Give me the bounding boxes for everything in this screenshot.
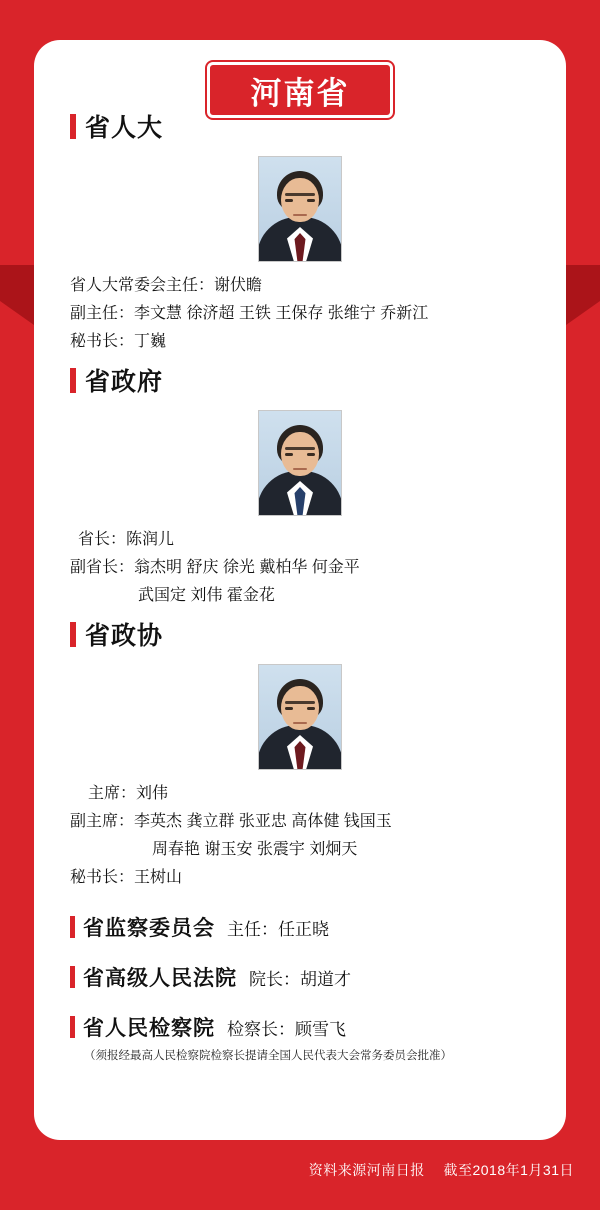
- section-title: 省高级人民法院: [83, 967, 237, 990]
- line-item: 省人大常委会主任：谢伏瞻: [70, 277, 263, 294]
- portrait-container: [70, 410, 530, 516]
- section-header-provincial-government: [70, 362, 530, 398]
- accent-bar-icon: [70, 114, 76, 139]
- section-title: 省政府: [85, 368, 164, 396]
- card-content: [34, 40, 566, 1063]
- section-value: 院长：胡道才: [249, 969, 351, 989]
- portrait-image: [258, 410, 342, 516]
- line-item: 省长：陈润儿: [78, 531, 175, 548]
- section-value: 检察长：顾雪飞: [227, 1019, 346, 1039]
- section-value: 主任：任正晓: [227, 919, 329, 939]
- mouth-shape: [293, 468, 307, 470]
- footnote: （须报经最高人民检察院检察长提请全国人民代表大会常务委员会批准）: [84, 1050, 452, 1062]
- eyes-shape: [285, 453, 315, 456]
- section-lines-provincial-cppcc: [70, 780, 530, 892]
- line-item-continuation: 武国定 刘伟 霍金花: [138, 587, 275, 604]
- accent-bar-icon: [70, 916, 75, 938]
- decorative-wedge-left: [0, 265, 34, 325]
- footer: [309, 1160, 574, 1180]
- footer-date: 截至2018年1月31日: [443, 1162, 574, 1178]
- line-item: 秘书长：丁巍: [70, 333, 167, 350]
- line-item: 秘书长：王树山: [70, 869, 183, 886]
- accent-bar-icon: [70, 1016, 75, 1038]
- eyes-shape: [285, 707, 315, 710]
- line-item: 副省长：翁杰明 舒庆 徐光 戴柏华 何金平: [70, 559, 360, 576]
- line-item: 副主席：李英杰 龚立群 张亚忠 高体健 钱国玉: [70, 813, 392, 830]
- accent-bar-icon: [70, 966, 75, 988]
- brows-shape: [285, 701, 315, 704]
- section-title: 省人大: [85, 114, 164, 142]
- eyes-shape: [285, 199, 315, 202]
- decorative-wedge-right: [566, 265, 600, 325]
- footer-source: 资料来源河南日报: [308, 1162, 425, 1178]
- mouth-shape: [293, 722, 307, 724]
- portrait-image: [258, 156, 342, 262]
- brows-shape: [285, 193, 315, 196]
- accent-bar-icon: [70, 368, 76, 393]
- section-title: 省监察委员会: [83, 917, 215, 940]
- brows-shape: [285, 447, 315, 450]
- section-title: 省政协: [85, 622, 164, 650]
- portrait-image: [258, 664, 342, 770]
- title-banner: [207, 62, 393, 118]
- section-header-provincial-cppcc: [70, 616, 530, 652]
- portrait-container: [70, 664, 530, 770]
- info-card: [34, 40, 566, 1140]
- line-item: 主席：刘伟: [88, 785, 169, 802]
- accent-bar-icon: [70, 622, 76, 647]
- section-lines-provincial-government: [70, 526, 530, 610]
- section-supervisory-commission: [70, 912, 530, 942]
- section-lines-provincial-people-congress: [70, 272, 530, 356]
- line-item-continuation: 周春艳 谢玉安 张震宇 刘炯天: [152, 841, 358, 858]
- line-item: 副主任：李文慧 徐济超 王铁 王保存 张维宁 乔新江: [70, 305, 429, 322]
- section-high-peoples-court: [70, 962, 530, 992]
- mouth-shape: [293, 214, 307, 216]
- page-title: 河南省: [250, 75, 350, 111]
- portrait-container: [70, 156, 530, 262]
- section-peoples-procuratorate: [70, 1012, 530, 1042]
- section-title: 省人民检察院: [83, 1017, 215, 1040]
